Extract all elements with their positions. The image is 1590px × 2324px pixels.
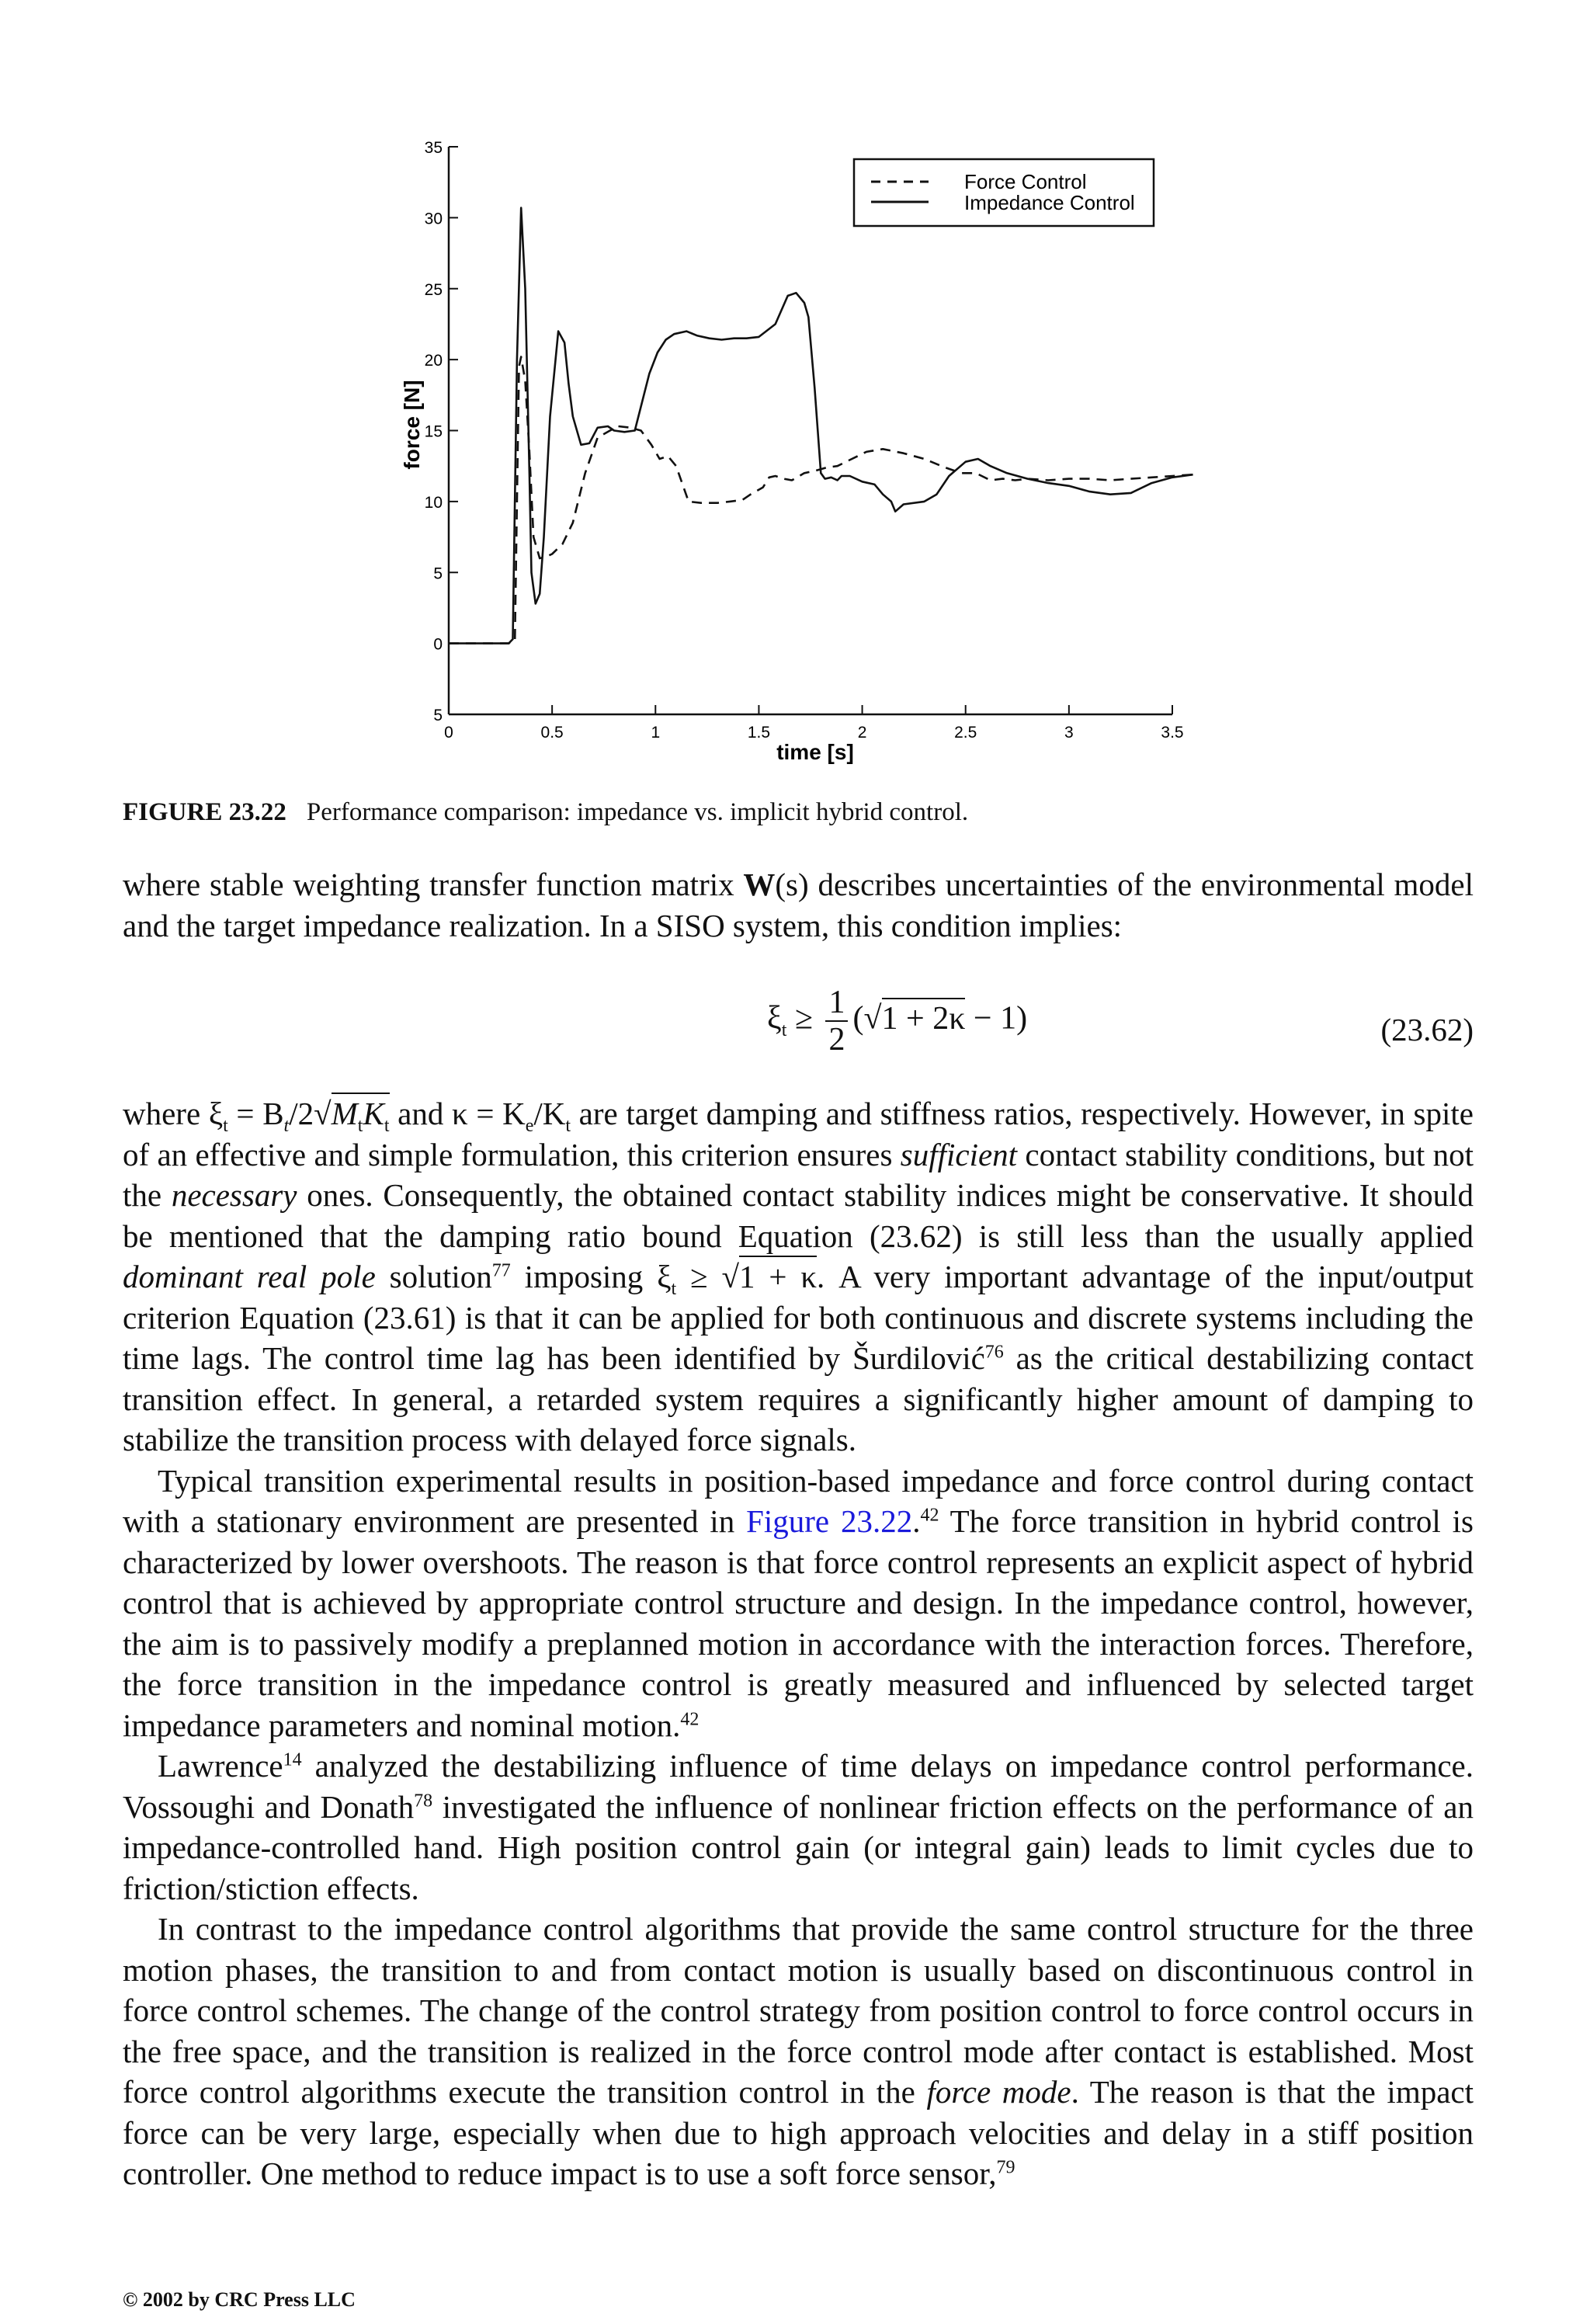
series-impedance-control <box>449 208 1193 644</box>
y-axis-label: force [N] <box>400 380 424 470</box>
plot-area <box>449 147 1172 714</box>
x-tick-label: 3 <box>1064 724 1074 742</box>
figure-caption <box>123 798 968 827</box>
legend-label-impedance: Impedance Control <box>964 191 1135 214</box>
x-tick-label: 0 <box>444 724 453 742</box>
y-tick-label: 25 <box>424 280 443 299</box>
y-tick-label: 35 <box>424 139 443 157</box>
paragraph-2: where $\xi_t = B_t/2√M_tK_t$ and $\kappa = K_e/K_t$ are target damping and stiffness ratios, respectively. However, in spite of an effective and simple formulation, this criterion ensures sufficient contact stability conditions, but not the necessary ones. Consequently, the obtained contact stability indices might be conservative. It should be mentioned that the damping ratio bound Equation (23.62) is still less than the usually applied dominant real pole solution$^{77}$ imposing $\xi_t \ge √1 + \kappa$. A very important advantage of the input/output criterion Equation (23.61) is that it can be applied for both continuous and discrete systems including the time lags. The control time lag has been identified by Šurdilović$^{76}$ as the critical destabilizing contact transition effect. In general, a retarded system requires a significantly higher amount of damping to stabilize the transition process with delayed force signals. Typical transition experimental results in position-based impedance and force control during contact with a stationary environment are presented in Figure 23.22.42 The force transition in hybrid control is characterized by lower overshoots. The reason is that force control represents an explicit aspect of hybrid control that is achieved by appropriate control structure and design. In the impedance control, however, the aim is to passively modify a preplanned motion in accordance with the interaction forces. Therefore, the force transition in the impedance control is greatly measured and influenced by selected target impedance parameters and nominal motion.$^{42}$ Lawrence$^{14}$ analyzed the destabilizing influence of time delays on impedance control performance. Vossoughi and Donath$^{78}$ investigated the influence of nonlinear friction effects on the performance of an impedance-controlled hand. High position control gain (or integral gain) leads to limit cycles due to friction/stiction effects. In contrast to the impedance control algorithms that provide the same control structure for the three motion phases, the transition to and from contact motion is usually based on discontinuous control in force control schemes. The change of the control strategy from position control to force control occurs in the free space, and the transition is realized in the force control mode after contact is established. Most force control algorithms execute the transition control in the force mode. The reason is that the impact force can be very large, especially when due to high approach velocities and delay in a stiff position controller. One method to reduce impact is to use a soft force sensor,$^{79}$ <box>123 1093 1474 2194</box>
y-tick-label: 30 <box>424 210 443 228</box>
paragraph-3: Typical transition experimental results in position-based impedance and force control during contact with a stationary environment are presented in Figure 23.22.42 The force transition in hybrid control is characterized by lower overshoots. The reason is that force control represents an explicit aspect of hybrid control that is achieved by appropriate control structure and design. In the impedance control, however, the aim is to passively modify a preplanned motion in accordance with the interaction forces. Therefore, the force transition in the impedance control is greatly measured and influenced by selected target impedance parameters and nominal motion.$^{42}$ <box>123 1462 1474 1743</box>
emph-force-mode: force mode <box>926 2074 1071 2110</box>
equation-23-62 <box>123 985 1474 1078</box>
x-tick-label: 1.5 <box>747 724 771 742</box>
force-plot <box>0 0 1590 792</box>
emph-dominant-real-pole: dominant real pole <box>123 1259 376 1294</box>
figure-link[interactable]: Figure 23.22 <box>746 1503 913 1539</box>
series-force-control <box>449 357 1193 644</box>
y-tick-label: 20 <box>424 352 443 370</box>
bold-W: W <box>743 867 776 902</box>
y-tick-label: 10 <box>424 493 443 512</box>
x-tick-label: 2.5 <box>954 724 977 742</box>
y-tick-label: 5 <box>433 707 443 724</box>
y-tick-label: 5 <box>433 564 443 583</box>
paragraph-1: where stable weighting transfer function matrix W(s) describes uncertainties of the environmental model and the target impedance realization. In a SISO system, this condition implies: <box>123 867 1474 943</box>
fraction: $\frac{1}{2}$ <box>825 985 848 1058</box>
legend <box>854 159 1154 226</box>
paragraph-5: In contrast to the impedance control algorithms that provide the same control structure for the three motion phases, the transition to and from contact motion is usually based on discontinuous control in force control schemes. The change of the control strategy from position control to force control occurs in the free space, and the transition is realized in the force control mode after contact is established. Most force control algorithms execute the transition control in the force mode. The reason is that the impact force can be very large, especially when due to high approach velocities and delay in a stiff position controller. One method to reduce impact is to use a soft force sensor,$^{79}$ <box>123 1911 1474 2191</box>
x-tick-label: 1 <box>651 724 661 742</box>
equation-number: (23.62) <box>1380 1012 1474 1047</box>
emph-sufficient: sufficient <box>900 1136 1018 1172</box>
equation-body: $\xi_t$ ≥ $\frac{1}{2}$ (√1 + 2κ − 1) <box>767 985 1028 1058</box>
x-tick-label: 2 <box>857 724 867 742</box>
x-tick-label: 3.5 <box>1161 724 1184 742</box>
figure-caption-text: Performance comparison: impedance vs. implicit hybrid control. <box>306 798 969 826</box>
figure-label: FIGURE 23.22 <box>123 798 286 826</box>
y-tick-label: 15 <box>424 422 443 441</box>
x-tick-label: 0.5 <box>540 724 564 742</box>
emph-necessary: necessary <box>171 1177 297 1213</box>
legend-label-force: Force Control <box>964 170 1087 193</box>
y-tick-label: 0 <box>433 635 443 654</box>
copyright-footer: © 2002 by CRC Press LLC <box>123 2288 356 2311</box>
x-axis-label: time [s] <box>776 740 854 764</box>
paragraph-4: Lawrence$^{14}$ analyzed the destabilizing influence of time delays on impedance control performance. Vossoughi and Donath$^{78}$ investigated the influence of nonlinear friction effects on the performance of an impedance-controlled hand. High position control gain (or integral gain) leads to limit cycles due to friction/stiction effects. <box>123 1748 1474 1906</box>
